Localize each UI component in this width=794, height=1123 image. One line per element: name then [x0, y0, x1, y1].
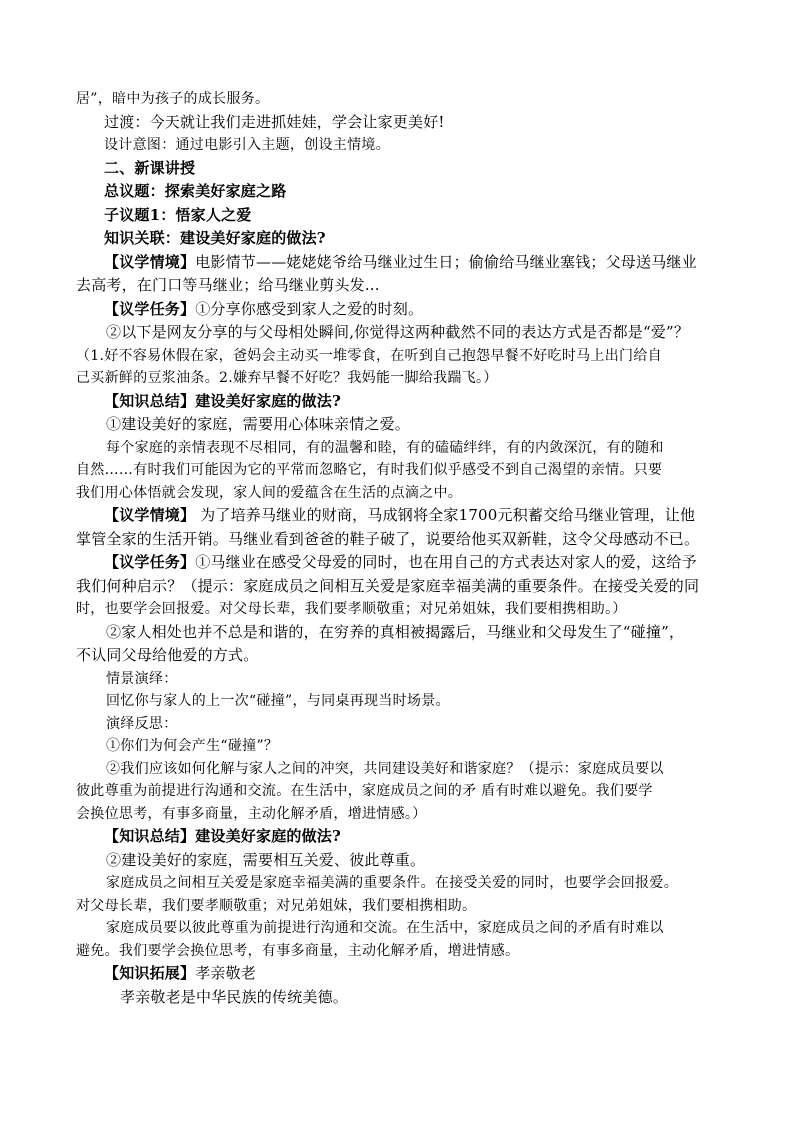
text-line	[76, 690, 736, 713]
text-line	[76, 345, 736, 368]
text-line	[76, 668, 736, 691]
topic-heading	[76, 180, 736, 204]
text: 二、新课讲授	[104, 158, 196, 177]
text-line	[76, 644, 736, 668]
text: ②我们应该如何化解与家人之间的冲突，共同建设美好和谐家庭？（提示：家庭成员要以	[106, 760, 664, 777]
text-line	[76, 88, 736, 111]
text: 避免。我们要学会换位思考，有事多商量，主动化解矛盾，增进情感。	[76, 942, 520, 959]
text-line	[76, 986, 736, 1010]
text-line	[76, 134, 736, 157]
text-line	[76, 459, 736, 482]
text-line	[76, 251, 736, 275]
bracket-label: 【知识拓展】	[104, 964, 196, 982]
text-line	[76, 504, 736, 528]
text-line	[76, 321, 736, 345]
text-line	[76, 713, 736, 736]
text: 彼此尊重为前提进行沟通和交流。在生活中，家庭成员之间的矛 盾有时难以避免。我们要学	[76, 783, 653, 799]
text-line	[76, 917, 736, 940]
text: 家庭成员之间相互关爱是家庭幸福美满的重要条件。在接受关爱的同时，也要学会回报爱。	[106, 875, 678, 891]
text: 子议题1：悟家人之爱	[104, 205, 252, 224]
text-line	[76, 849, 736, 873]
text: 不认同父母给他爱的方式。	[76, 646, 259, 664]
text: ②家人相处也并不总是和谐的，在穷养的真相被揭露后，马继业和父母发生了“碰撞”，	[106, 622, 685, 641]
text-line	[76, 621, 736, 645]
knowledge-summary-heading	[76, 390, 736, 414]
text-line	[76, 598, 736, 621]
text: 情景演绎：	[106, 670, 178, 687]
text: ②以下是网友分享的与父母相处瞬间,你觉得这两种截然不同的表达方式是否都是“爱”？	[106, 323, 690, 341]
text: 孝亲敬老	[195, 964, 257, 982]
text-line	[76, 735, 736, 758]
bracket-label: 【议学任务】	[104, 299, 196, 318]
text: （1.好不容易休假在家，爸妈会主动买一堆零食，在听到自己抱怨早餐不好吃时马上出门给自	[76, 347, 662, 364]
text: 家庭成员要以彼此尊重为前提进行沟通和交流。在生活中，家庭成员之间的矛盾有时难以	[106, 920, 664, 936]
subtopic-heading	[76, 204, 736, 228]
text: 为了培养马继业的财商，马成钢将全家1700元积蓄交给马继业管理，让他	[195, 506, 696, 524]
text: 我们用心体悟就会发现，家人间的爱蕴含在生活的点滴之中。	[76, 484, 463, 501]
text: 【知识总结】建设美好家庭的做法?	[104, 391, 341, 410]
text: 电影情节——姥姥姥爷给马继业过生日；偷偷给马继业塞钱；父母送马继业	[195, 252, 697, 271]
bracket-label: 【议学情境】	[104, 252, 196, 271]
text-line	[76, 111, 736, 135]
knowledge-link-heading	[76, 227, 736, 251]
text: 我们何种启示？（提示：家庭成员之间相互关爱是家庭幸福美满的重要条件。在接受关爱的同	[76, 576, 700, 595]
text: 过渡：今天就让我们走进抓娃娃，学会让家更美好!	[104, 112, 445, 131]
text: 孝亲敬老是中华民族的传统美德。	[120, 987, 349, 1006]
text: 【知识总结】建设美好家庭的做法?	[104, 827, 341, 845]
text-line	[76, 437, 736, 460]
text-line	[76, 940, 736, 963]
text-line	[76, 895, 736, 918]
text: 自然……有时我们可能因为它的平常而忽略它，有时我们似乎感受不到自己渴望的亲情。只要	[76, 462, 663, 478]
text: ①分享你感受到家人之爱的时刻。	[195, 299, 424, 318]
text-line	[76, 528, 736, 552]
text: 居”，暗中为孩子的成长服务。	[76, 91, 270, 107]
text-line	[76, 482, 736, 505]
text-line	[76, 962, 736, 986]
text: 演绎反思：	[106, 715, 178, 732]
text-line	[76, 413, 736, 437]
text-line	[76, 575, 736, 599]
text-line	[76, 872, 736, 895]
text: 掌管全家的生活开销。马继业看到爸爸的鞋子破了，说要给他买双新鞋，这令父母感动不已。	[76, 529, 700, 548]
text-line	[76, 274, 736, 298]
text: 会换位思考，有事多商量，主动化解矛盾，增进情感。）	[76, 805, 427, 822]
text-line	[76, 758, 736, 781]
lesson-plan-body	[76, 88, 736, 1009]
text: 设计意图：通过电影引入主题，创设主情境。	[104, 137, 390, 153]
text: 己买新鲜的豆浆油条。2.嫌弃早餐不好吃？我妈能一脚给我踹飞。）	[76, 370, 498, 386]
text-line	[76, 367, 736, 390]
text: 回忆你与家人的上一次“碰撞”，与同桌再现当时场景。	[106, 693, 450, 709]
text-line	[76, 803, 736, 826]
text: ①你们为何会产生“碰撞”？	[106, 738, 279, 754]
text: 对父母长辈，我们要孝顺敬重；对兄弟姐妹，我们要相携相助。	[76, 897, 477, 914]
bracket-label: 【议学情境】	[104, 506, 196, 524]
text: 每个家庭的亲情表现不尽相同，有的温馨和睦，有的磕磕绊绊，有的内敛深沉，有的随和	[106, 439, 664, 456]
bracket-label: 【议学任务】	[104, 553, 196, 571]
text-line	[76, 298, 736, 322]
section-heading	[76, 157, 736, 181]
text-line	[76, 551, 736, 575]
text: ②建设美好的家庭，需要相互关爱、彼此尊重。	[106, 850, 426, 869]
text-line	[76, 780, 736, 803]
knowledge-summary-heading	[76, 825, 736, 849]
text: ①建设美好的家庭，需要用心体味亲情之爱。	[106, 415, 411, 433]
text: ①马继业在感受父母爱的同时，也在用自己的方式表达对家人的爱，这给予	[195, 553, 697, 571]
text: 知识关联：建设美好家庭的做法?	[104, 229, 326, 247]
text: 去高考，在门口等马继业；给马继业剪头发...	[76, 276, 380, 294]
text: 总议题：探索美好家庭之路	[104, 182, 287, 200]
text: 时，也要学会回报爱。对父母长辈，我们要孝顺敬重；对兄弟姐妹，我们要相携相助。）	[76, 601, 627, 617]
